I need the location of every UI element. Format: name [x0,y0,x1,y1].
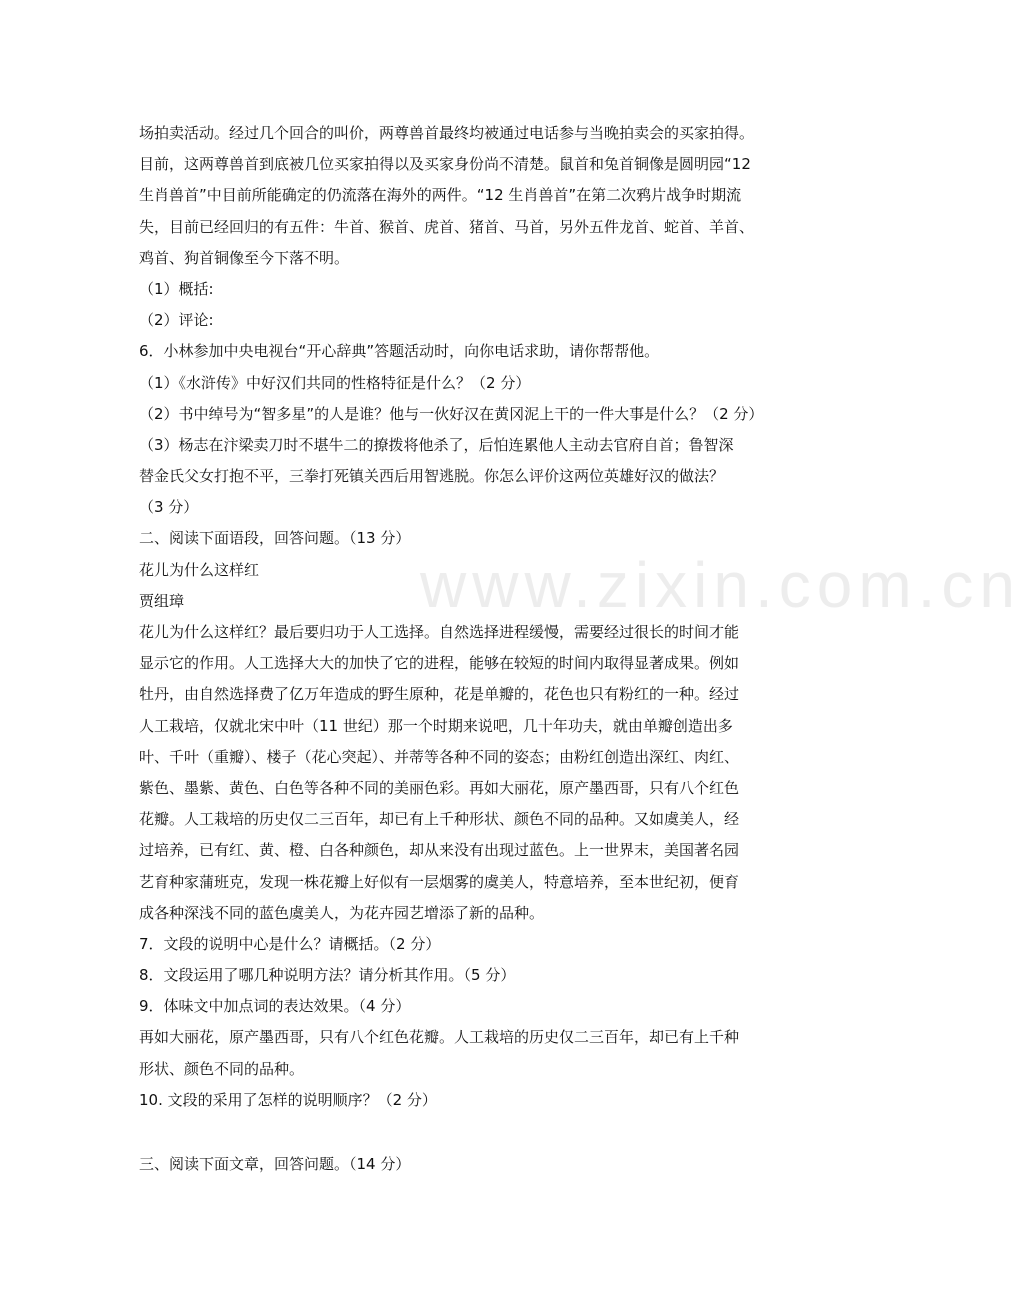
watermark: www.zixin.com.cn [420,549,1021,621]
question-10: 10. 文段的采用了怎样的说明顺序？（2 分） [139,1090,437,1109]
text-line: 花儿为什么这样红？最后要归功于人工选择。自然选择进程缓慢，需要经过很长的时间才能 [139,623,740,641]
subquestion: （1）《水浒传》中好汉们共同的性格特征是什么？（2 分） [139,373,531,392]
question-7: 7．文段的说明中心是什么？请概括。（2 分） [139,934,441,953]
text-line: 花瓣。人工栽培的历史仅二三百年，却已有上千种形状、颜色不同的品种。又如虞美人，经 [139,810,740,829]
subquestion: （2）书中绰号为“智多星”的人是谁？他与一伙好汉在黄冈泥上干的一件大事是什么？（2 分） [139,404,764,423]
article-body [139,617,789,929]
question-8: 8．文段运用了哪几种说明方法？请分析其作用。（5 分） [139,966,516,985]
text-line: 鸡首、狗首铜像至今下落不明。 [139,248,350,267]
article-title: 花儿为什么这样红 [139,560,260,579]
section-3-heading: 三、阅读下面文章，回答问题。（14 分） [139,1155,411,1173]
text-line: 失，目前已经回归的有五件：牛首、猴首、虎首、猪首、马首，另外五件龙首、蛇首、羊首、 [139,217,755,236]
text-line: 过培养，已有红、黄、橙、白各种颜色，却从来没有出现过蓝色。上一世界末，美国著名园 [139,841,740,860]
article-author: 贾组璋 [139,591,185,610]
text-line: 叶、千叶（重瓣）、楼子（花心突起）、并蒂等各种不同的姿态；由粉红创造出深红、肉红、 [139,747,740,766]
section-2-heading: 二、阅读下面语段，回答问题。（13 分） [139,529,411,548]
blank-space [139,1116,789,1149]
question-9-quote: 形状、颜色不同的品种。 [139,1059,305,1078]
questions-7-to-10 [139,929,789,1116]
subquestion: （2）评论: [139,311,214,330]
text-line: 显示它的作用。人工选择大大的加快了它的进程，能够在较短的时间内取得显著成果。例如 [139,654,740,673]
subquestion: （3 分） [139,498,199,517]
passage-continuation [139,118,789,274]
question-6-stem: 6．小林参加中央电视台“开心辞典”答题活动时，向你电话求助，请你帮帮他。 [139,342,660,361]
text-line: 场拍卖活动。经过几个回合的叫价，两尊兽首最终均被通过电话参与当晚拍卖会的买家拍得。 [139,124,755,142]
subquestion: 替金氏父女打抱不平，三拳打死镇关西后用智逃脱。你怎么评价这两位英雄好汉的做法？ [139,467,725,486]
text-line: 目前，这两尊兽首到底被几位买家拍得以及买家身份尚不清楚。鼠首和兔首铜像是圆明园“12 [139,155,751,174]
question-9: 9．体味文中加点词的表达效果。（4 分） [139,997,411,1016]
text-line: 艺育种家蒲班克，发现一株花瓣上好似有一层烟雾的虞美人，特意培养，至本世纪初，便育 [139,872,740,891]
text-line: 成各种深浅不同的蓝色虞美人，为花卉园艺增添了新的品种。 [139,903,545,922]
question-9-quote: 再如大丽花，原产墨西哥，只有八个红色花瓣。人工栽培的历史仅二三百年，却已有上千种 [139,1028,740,1047]
question-5-parts [139,274,789,336]
text-line: 生肖兽首”中目前所能确定的仍流落在海外的两件。“12 生肖兽首”在第二次鸦片战争时期流 [139,186,742,205]
text-line: 人工栽培，仅就北宋中叶（11 世纪）那一个时期来说吧，几十年功夫，就由单瓣创造出多 [139,716,733,735]
question-6 [139,336,789,523]
text-line: 紫色、墨紫、黄色、白色等各种不同的美丽色彩。再如大丽花，原产墨西哥，只有八个红色 [139,778,740,797]
document-page [139,118,789,1180]
text-line: 牡丹，由自然选择费了亿万年造成的野生原种，花是单瓣的，花色也只有粉红的一种。经过 [139,685,740,704]
subquestion: （1）概括: [139,279,214,298]
subquestion: （3）杨志在汴梁卖刀时不堪牛二的撩拨将他杀了，后怕连累他人主动去官府自首；鲁智深 [139,435,734,454]
